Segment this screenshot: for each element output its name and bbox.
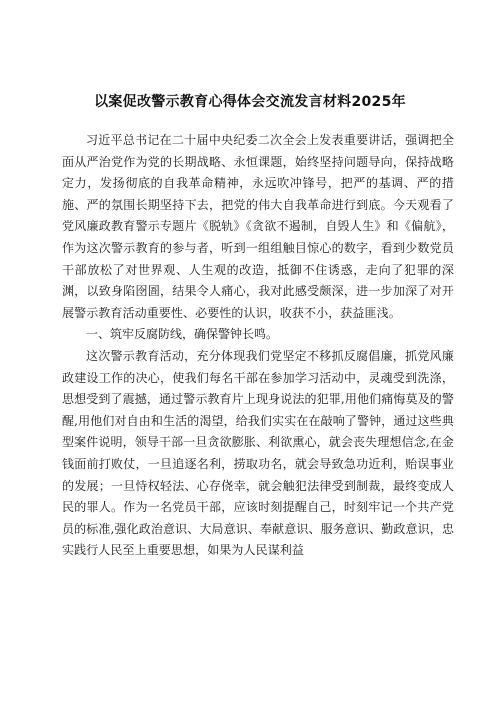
section-heading: 一、筑牢反腐防线，确保警钟长鸣。 [86, 327, 279, 342]
body-paragraph: 这次警示教育活动，充分体现我们党坚定不移抓反腐倡廉，抓党风廉政建设工作的决心，使我们每名干部在参加学习活动中，灵魂受到洗涤，思想受到了震撼，通过警示教育片上现身说法的犯罪,用他们痛悔莫及的警醒,用他们对自由和生活的渴望，给我们实实在在敲响了警钟，通过这些典型案件说明，领导干部一旦贪欲膨胀、利欲熏心，就会丧失理想信念,在金钱面前打败仗，一旦追逐名利，捞取功名，就会导致急功近利，贻误事业的发展；一旦恃权轻法、心存侥幸，就会触犯法律受到制裁，最终变成人民的罪人。作为一名党员干部，应该时刻提醒自己，时刻牢记一个共产党员的标准,强化政治意识、大局意识、奉献意识、服务意识、勤政意识，忠实践行人民至上重要思想，如果为人民谋利益 [62, 348, 454, 558]
document-title: 以案促改警示教育心得体会交流发言材料2025年 [94, 94, 406, 110]
document-body [62, 130, 454, 562]
body-paragraph: 习近平总书记在二十届中央纪委二次全会上发表重要讲话，强调把全面从严治党作为党的长期战略、永恒课题，始终坚持问题导向，保持战略定力，发扬彻底的自我革命精神，永远吹冲锋号，把严的基调、严的措施、严的氛围长期坚持下去，把党的伟大自我革命进行到底。今天观看了党风廉政教育警示专题片《脱轨》《贪欲不遏制，自毁人生》和《偏航》，作为这次警示教育的参与者，听到一组组触目惊心的数字，看到少数党员干部放松了对世界观、人生观的改造，抵御不住诱惑，走向了犯罪的深渊，以致身陷囹圄，结果令人痛心，我对此感受颇深，进一步加深了对开展警示教育活动重要性、必要性的认识，收获不小，获益匪浅。 [62, 133, 454, 320]
